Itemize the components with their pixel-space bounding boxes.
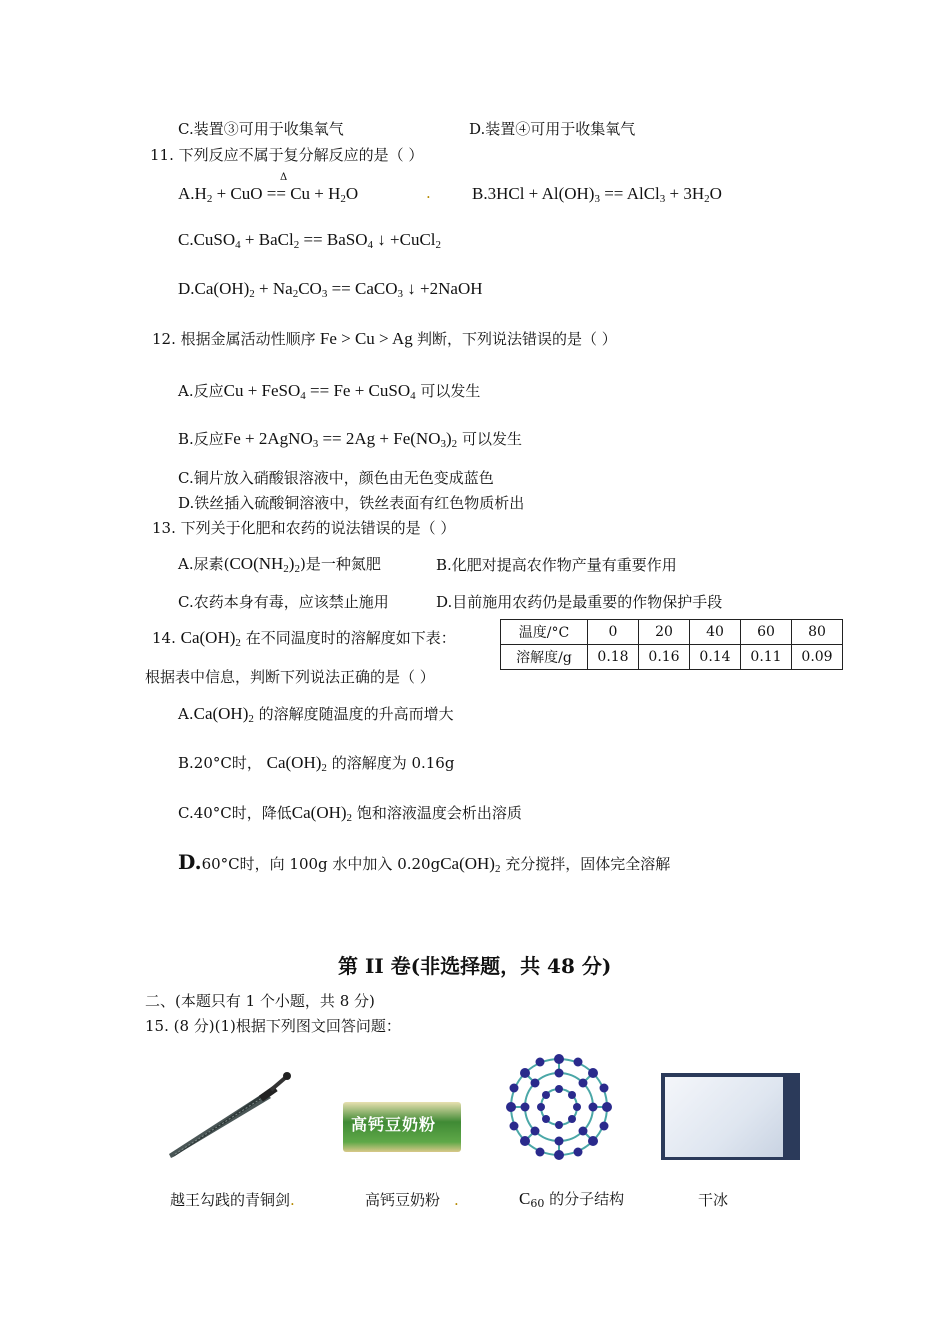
q14-option-a: $A.Ca(OH)_2$ 的溶解度随温度的升高而增大	[178, 704, 454, 725]
table-cell: 80	[792, 620, 843, 645]
q12-stem: 12. 根据金属活动性顺序 Fe > Cu > Ag 判断，下列说法错误的是（ ）	[152, 329, 617, 348]
q12-option-a: A.反应Cu + FeSO$_4$ == Fe + CuSO$_4$ 可以发生	[178, 381, 481, 402]
q14-option-d: D.60°C时，向 100g 水中加入 $0.20gCa(OH)_2$ 充分搅拌，固体完全溶解	[178, 850, 671, 875]
section-heading: 二、(本题只有 1 个小题，共 8 分)	[145, 992, 375, 1010]
milk-powder-package-image	[343, 1102, 461, 1152]
table-header-solubility: 溶解度/g	[501, 645, 588, 670]
q14-option-c: C.40°C时，降低$Ca(OH)_2$ 饱和溶液温度会析出溶质	[178, 803, 522, 824]
dry-ice-image	[661, 1073, 800, 1160]
table-header-temp: 温度/°C	[501, 620, 588, 645]
q10-option-c: C.装置③可用于收集氧气	[178, 120, 344, 138]
c60-structure-image	[500, 1050, 618, 1165]
q13-option-d: D.目前施用农药仍是最重要的作物保护手段	[436, 593, 723, 611]
q14-option-b: B.20°C时， $Ca(OH)_2$ 的溶解度为 0.16g	[178, 753, 455, 774]
q14-stem2: 根据表中信息，判断下列说法正确的是（ ）	[145, 668, 435, 686]
bronze-sword-image	[165, 1068, 295, 1163]
q12-option-c: C.铜片放入硝酸银溶液中，颜色由无色变成蓝色	[178, 469, 494, 487]
q12-option-d: D.铁丝插入硫酸铜溶液中，铁丝表面有红色物质析出	[178, 494, 525, 512]
q11-option-b: $B.3HCl + Al(OH)_3$ == AlCl$_3$ + $3H_2O$	[472, 184, 722, 205]
q11-option-c: C.CuSO$_4$ + BaCl$_2$ == BaSO$_4$ ↓ +CuCl$_2$	[178, 230, 442, 251]
table-cell: 0.18	[588, 645, 639, 670]
part2-title: 第 II 卷(非选择题，共 48 分)	[338, 954, 612, 978]
q13-option-c: C.农药本身有毒，应该禁止施用	[178, 593, 389, 611]
caption-sword: 越王勾践的青铜剑.	[170, 1191, 295, 1209]
table-cell: 20	[639, 620, 690, 645]
table-row	[501, 645, 843, 670]
table-cell: 0.11	[741, 645, 792, 670]
package-label: 高钙豆奶粉	[351, 1115, 437, 1134]
solubility-table	[500, 619, 843, 670]
q11-delta: Δ	[280, 172, 288, 183]
table-row	[501, 620, 843, 645]
caption-dry-ice: 干冰	[698, 1191, 729, 1209]
table-cell: 0.14	[690, 645, 741, 670]
table-cell: 0	[588, 620, 639, 645]
q14-stem: 14. $Ca(OH)_2$ 在不同温度时的溶解度如下表：	[152, 628, 456, 649]
q11-dot: .	[426, 184, 431, 202]
q12-option-b: B.反应Fe + 2AgNO$_3$ == $2Ag + Fe(NO_3)_2$ 可以发生	[178, 429, 522, 450]
dry-ice-block	[665, 1077, 783, 1157]
q13-option-a: A.尿素$(CO(NH_2)_2)$是一种氮肥	[178, 554, 381, 575]
q13-stem: 13. 下列关于化肥和农药的说法错误的是（ ）	[152, 519, 456, 537]
q10-option-d: D.装置④可用于收集氧气	[469, 120, 636, 138]
caption-c60: $C_{60}$ 的分子结构	[519, 1189, 625, 1210]
q11-stem: 11. 下列反应不属于复分解反应的是（ ）	[150, 146, 424, 164]
q13-option-b: B.化肥对提高农作物产量有重要作用	[436, 556, 677, 574]
table-cell: 0.16	[639, 645, 690, 670]
q15-stem: 15. (8 分)(1)根据下列图文回答问题：	[145, 1017, 401, 1035]
q11-option-d: $D.Ca(OH)_2 + Na_2CO_3$ == CaCO$_3$ ↓ +2NaOH	[178, 279, 483, 300]
table-cell: 0.09	[792, 645, 843, 670]
q11-option-a: $A.H_2$ + CuO == $Cu + H_2O$	[178, 184, 359, 205]
table-cell: 60	[741, 620, 792, 645]
table-cell: 40	[690, 620, 741, 645]
caption-milk-powder: 高钙豆奶粉 .	[365, 1191, 459, 1209]
